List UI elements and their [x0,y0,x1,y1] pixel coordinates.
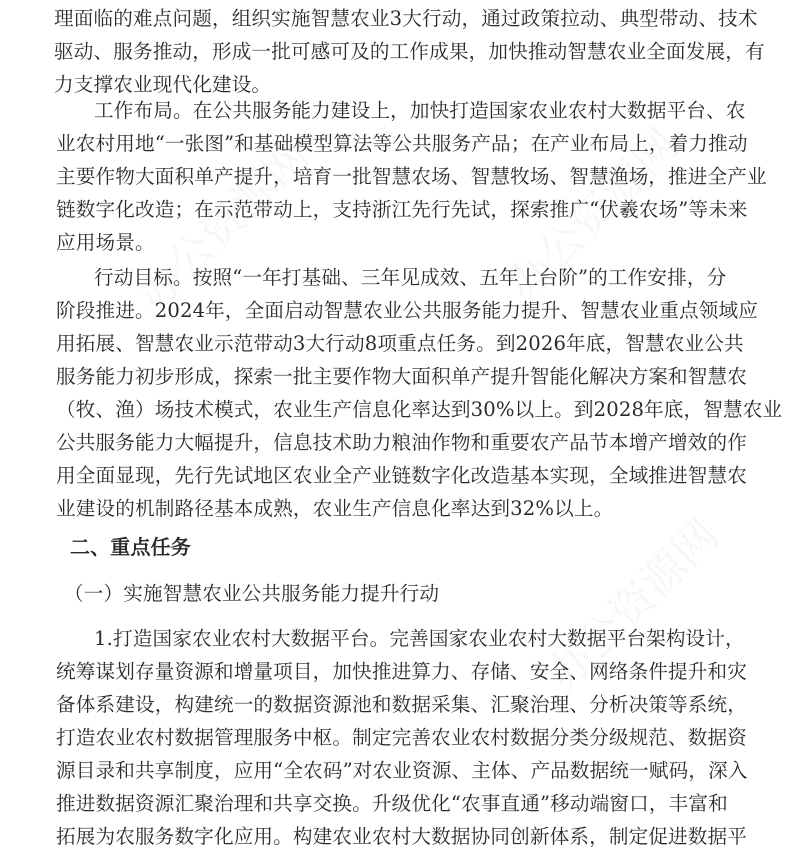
paragraph-line: 推进数据资源汇聚治理和共享交换。升级优化“农事直通”移动端窗口，丰富和 [56,792,728,815]
paragraph-line: 应用场景。 [56,231,155,254]
paragraph-line: 服务能力初步形成，探索一批主要作物大面积单产提升智能化解决方案和智慧农 [56,365,748,388]
paragraph-line: 1.打造国家农业农村大数据平台。完善国家农业农村大数据平台架构设计， [94,627,745,650]
paragraph-line: 统筹谋划存量资源和增量项目，加快推进算力、存储、安全、网络条件提升和灾 [56,660,748,683]
paragraph-line: 主要作物大面积单产提升，培育一批智慧农场、智慧牧场、智慧渔场，推进全产业 [56,165,767,188]
paragraph-line: 业农村用地“一张图”和基础模型算法等公共服务产品；在产业布局上，着力推动 [56,132,748,155]
section-heading: 二、重点任务 [70,535,191,559]
paragraph-line: 用拓展、智慧农业示范带动3大行动8项重点任务。到2026年底，智慧农业公共 [56,332,744,355]
paragraph-line: 行动目标。按照“一年打基础、三年见成效、五年上台阶”的工作安排，分 [94,266,727,289]
paragraph-line: 链数字化改造；在示范带动上，支持浙江先行先试，探索推广“伏羲农场”等未来 [56,198,748,221]
paragraph-line: 源目录和共享制度，应用“全农码”对农业资源、主体、产品数据统一赋码，深入 [56,759,748,782]
paragraph-line: 业建设的机制路径基本成熟，农业生产信息化率达到32%以上。 [56,497,614,520]
paragraph-line: 力支撑农业现代化建设。 [54,73,272,96]
subsection-heading: （一）实施智慧农业公共服务能力提升行动 [64,582,440,605]
paragraph-line: 驱动、服务推动，形成一批可感可及的工作成果，加快推动智慧农业全面发展，有 [54,40,765,63]
paragraph-line: 公共服务能力大幅提升，信息技术助力粮油作物和重要农产品节本增产增效的作 [56,431,748,454]
paragraph-line: 用全面显现，先行先试地区农业全产业链数字化改造基本实现，全域推进智慧农 [56,464,748,487]
paragraph-line: 工作布局。在公共服务能力建设上，加快打造国家农业农村大数据平台、农 [94,99,746,122]
paragraph-line: 备体系建设，构建统一的数据资源池和数据采集、汇聚治理、分析决策等系统， [56,693,748,716]
paragraph-line: （牧、渔）场技术模式，农业生产信息化率达到30%以上。到2028年底，智慧农业 [56,398,783,421]
paragraph-line: 拓展为农服务数字化应用。构建农业农村大数据协同创新体系，制定促进数据平 [56,825,748,848]
paragraph-line: 打造农业农村数据管理服务中枢。制定完善农业农村数据分类分级规范、数据资 [56,726,748,749]
paragraph-line: 阶段推进。2024年，全面启动智慧农业公共服务能力提升、智慧农业重点领域应 [56,299,759,322]
paragraph-line: 理面临的难点问题，组织实施智慧农业3大行动，通过政策拉动、典型带动、技术 [54,7,758,30]
